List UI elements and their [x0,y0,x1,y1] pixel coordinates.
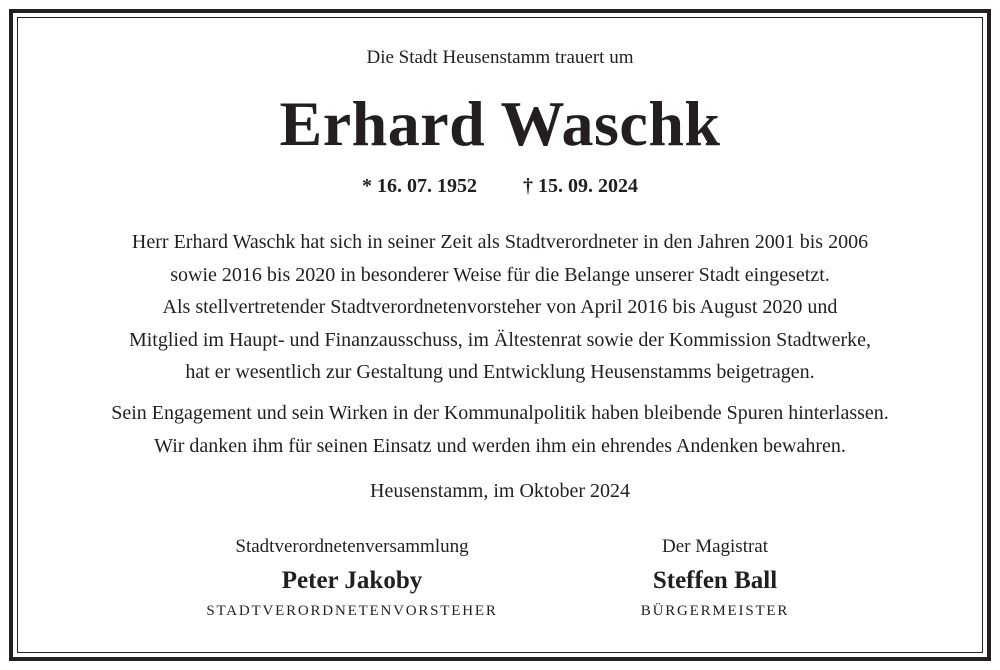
death-date: † 15. 09. 2024 [523,175,638,197]
tribute-paragraph-2 [0,397,1000,462]
signatory-organization-left: Stadtverordnetenversammlung [235,536,469,557]
birth-date: * 16. 07. 1952 [362,175,477,197]
paragraph-line: Wir danken ihm für seinen Einsatz und werden ihm ein ehrendes Andenken bewahren. [154,434,846,457]
deceased-name: Erhard Waschk [279,88,721,159]
intro-text: Die Stadt Heusenstamm trauert um [366,47,634,68]
signatory-organization-right: Der Magistrat [661,536,769,557]
signatory-name-left: Peter Jakoby [281,567,423,594]
paragraph-line: Als stellvertretender Stadtverordnetenvorsteher von April 2016 bis August 2020 und [162,296,838,318]
place-and-date: Heusenstamm, im Oktober 2024 [370,480,630,502]
paragraph-line: Sein Engagement und sein Wirken in der Kommunalpolitik haben bleibende Spuren hinterlassen. [111,402,889,424]
paragraph-line: hat er wesentlich zur Gestaltung und Entwicklung Heusenstamms beigetragen. [185,361,815,383]
life-dates [0,175,1000,198]
paragraph-line: sowie 2016 bis 2020 in besonderer Weise für die Belange unserer Stadt eingesetzt. [170,263,830,286]
tribute-paragraph-1 [0,226,1000,389]
paragraph-line: Mitglied im Haupt- und Finanzausschuss, im Ältestenrat sowie der Kommission Stadtwerke, [128,328,872,351]
signatory-role-right: BÜRGERMEISTER [640,603,790,619]
paragraph-line: Herr Erhard Waschk hat sich in seiner Zeit als Stadtverordneter in den Jahren 2001 bis 2006 [131,231,869,253]
signatory-name-right: Steffen Ball [652,567,778,594]
signatory-role-left: STADTVERORDNETENVORSTEHER [206,603,498,619]
